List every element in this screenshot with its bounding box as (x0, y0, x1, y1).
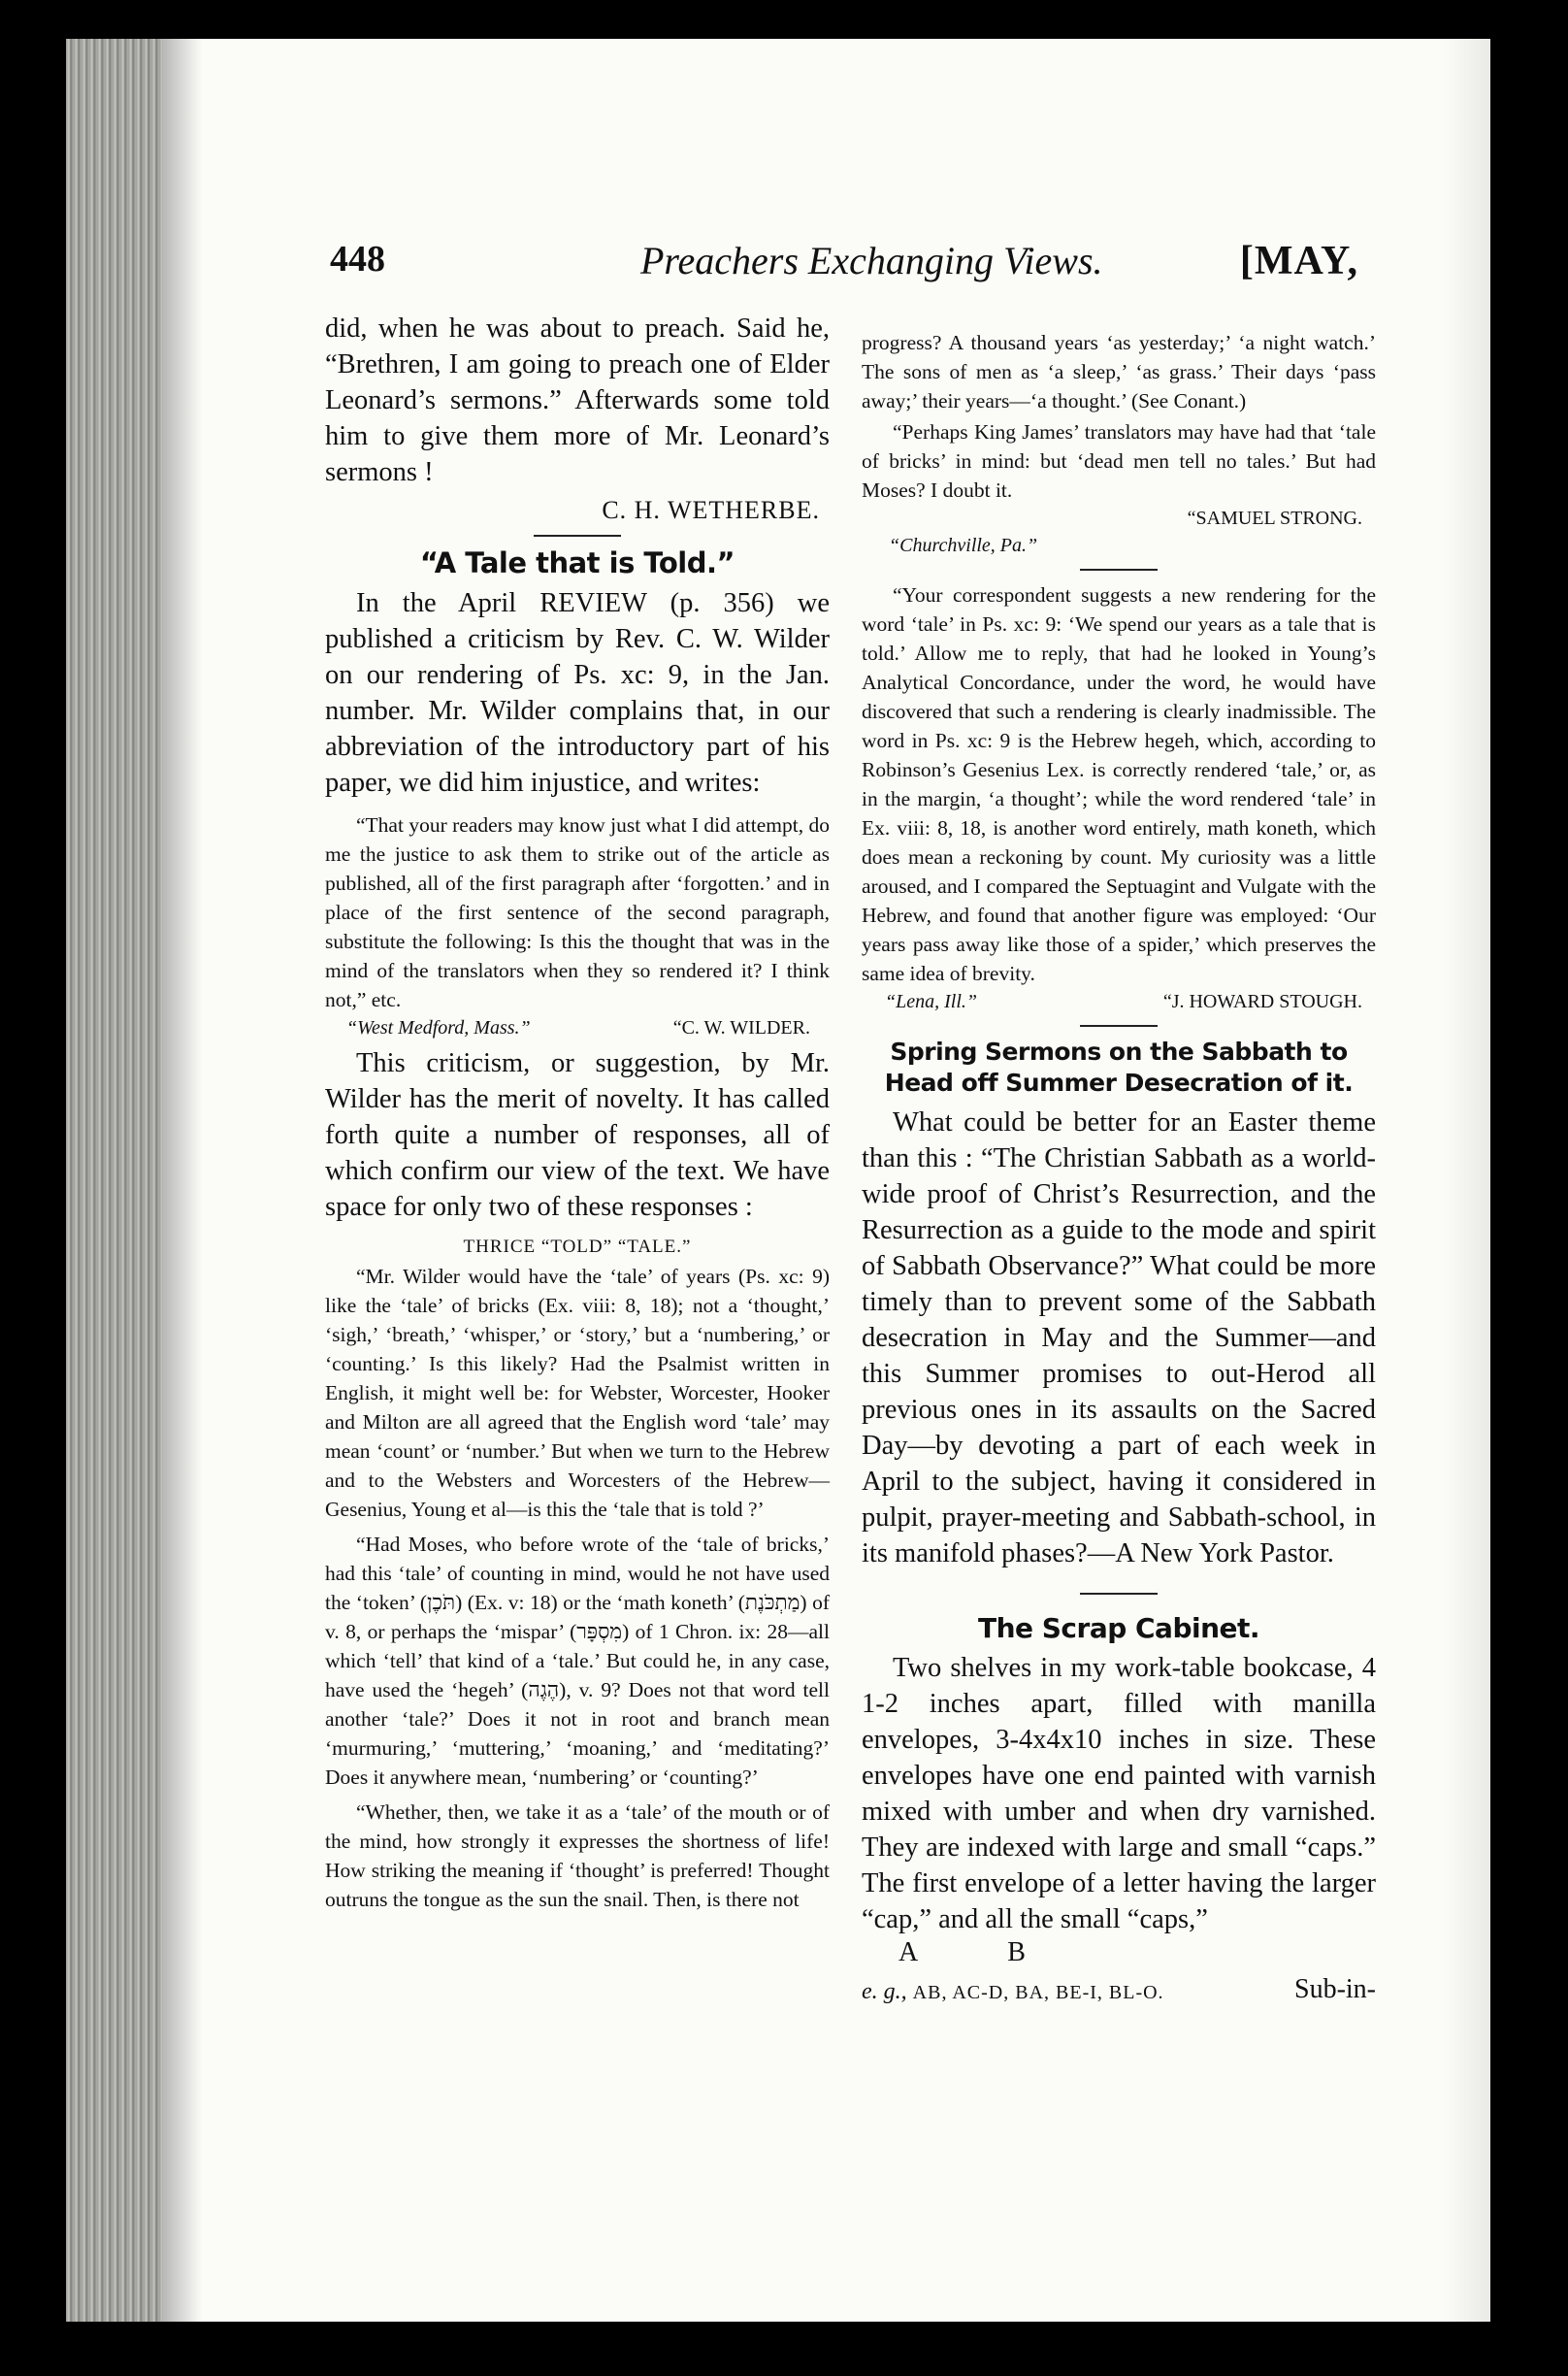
page-edge (1444, 39, 1490, 2322)
strong-location-row (862, 532, 1376, 559)
king-james-paragraph: “Perhaps King James’ translators may have had that ‘tale of bricks’ in mind: but ‘dead men tell no tales.’ But had Moses? I doubt it. (862, 420, 1376, 502)
eg-label: e. g., (862, 1979, 907, 2004)
section-heading-spring-sermons: Spring Sermons on the Sabbath to Head off Summer Desecration of it. (884, 1038, 1354, 1097)
letter-a: A (898, 1937, 919, 1967)
wilder-location: “West Medford, Mass.” (346, 1017, 531, 1039)
signature-wetherbe: C. H. WETHERBE. (602, 496, 820, 524)
header-month: [MAY, (1239, 239, 1358, 283)
strong-location: “Churchville, Pa.” (889, 535, 1038, 556)
book-binding (66, 39, 163, 2322)
page-header (330, 238, 1358, 315)
divider (1080, 1593, 1158, 1595)
facing-page-edge (1519, 39, 1540, 2322)
response-whether: “Whether, then, we take it as a ‘tale’ of the mouth or of the mind, how strongly it expresses the shortness of life! How striking the meaning if ‘thought’ is preferred! Thought outruns the tongue as the sun the snail. Then, is there not (325, 1800, 830, 1911)
stough-location: “Lena, Ill.” (885, 991, 978, 1012)
intro-paragraph: In the April REVIEW (p. 356) we published a criticism by Rev. C. W. Wilder on our rendering of Ps. xc: 9, in the Jan. number. Mr. Wilder complains that, in our abbreviation of the introductory part of his paper, we did him injustice, and writes: (325, 588, 830, 798)
section-heading-scrap-cabinet: The Scrap Cabinet. (977, 1612, 1260, 1644)
example-letters (898, 1937, 1376, 1968)
strong-signature-row (862, 505, 1376, 532)
stough-signature-row (862, 988, 1376, 1015)
stough-paragraph: “Your correspondent suggests a new rendering for the word ‘tale’ in Ps. xc: 9: ‘We spend our years as a tale that is told.’ Allow me to reply, that had he looked in Young’s Analytical Concordance, under the word, he would have discovered that such a rendering is clearly inadmissible. The word in Ps. xc: 9 is the Hebrew hegeh, which, according to Robinson’s Gesenius Lex. is correctly rendered ‘tale,’ or, as in the margin, ‘a thought’; while the word rendered ‘tale’ in Ex. viii: 8, 18, is another word entirely, math koneth, which does mean a reckoning by count. My curiosity was a little aroused, and I compared the Septuagint and Vulgate with the Hebrew, and found that another figure was employed: ‘Our years pass away like those of a spider,’ which preserves the same idea of brevity. (862, 583, 1376, 985)
divider (1080, 569, 1158, 571)
stough-signature: “J. HOWARD STOUGH. (1162, 991, 1362, 1012)
letter-b: B (1007, 1937, 1026, 1967)
divider (1080, 1025, 1158, 1027)
example-list: AB, AC-D, BA, BE-I, BL-O. (912, 1982, 1164, 2003)
wilder-quote: “That your readers may know just what I did attempt, do me the justice to ask them to strike out of the article as published, all of the first paragraph after ‘forgotten.’ and in place of the first sentence of the second paragraph, substitute the following: Is this the thought that was in the mind of the translators when they so rendered it? I think not,” etc. (325, 813, 830, 1011)
example-row (862, 1974, 1376, 2005)
scrap-cabinet-paragraph: Two shelves in my work-table bookcase, 4 1-2 inches apart, filled with manilla envelopes, 3-4x4x10 inches in size. These envelopes have one end painted with varnish mixed with umber and when dry varnished. They are indexed with large and small “caps.” The first envelope of a letter having the larger “cap,” and all the small “caps,” (862, 1653, 1376, 1934)
divider (534, 535, 621, 537)
right-column (862, 328, 1376, 2005)
binding-shadow (163, 39, 202, 2322)
response-one: “Mr. Wilder would have the ‘tale’ of years (Ps. xc: 9) like the ‘tale’ of bricks (Ex. viii: 8, 18); not a ‘thought,’ ‘sigh,’ ‘breath,’ ‘whisper,’ or ‘story,’ but a ‘numbering,’ or ‘counting.’ Is this likely? Had the Psalmist written in English, it might well be: for Webster, Worcester, Hooker and Milton are all agreed that the English word ‘tale’ may mean ‘count’ or ‘number.’ But when we turn to the Hebrew and to the Websters and Worcesters of the Hebrew—Gesenius, Young et al—is this the ‘tale that is told ?’ (325, 1265, 830, 1521)
left-column (325, 311, 830, 1914)
section-heading-tale: “A Tale that is Told.” (419, 546, 735, 579)
wilder-signature-row (325, 1014, 830, 1041)
criticism-paragraph: This criticism, or suggestion, by Mr. Wilder has the merit of novelty. It has called forth quite a number of responses, all of which confirm our view of the text. We have space for only two of these responses : (325, 1048, 830, 1222)
subin-text: Sub-in- (1294, 1974, 1376, 2004)
progress-paragraph: progress? A thousand years ‘as yesterday;’ ‘a night watch.’ The sons of men as ‘a sleep,’ ‘as grass.’ Their days ‘pass away;’ their years—‘a thought.’ (See Conant.) (862, 331, 1376, 412)
spring-sermons-paragraph: What could be better for an Easter theme than this : “The Christian Sabbath as a world-wide proof of Christ’s Resurrection, and the Resurrection as a guide to the mode and spirit of Sabbath Observance?” What could be more timely than to prevent some of the Sabbath desecration in May and the Summer—and this Summer promises to out-Herod all previous ones in its assaults on the Sacred Day—by devoting a part of each week in April to the subject, having it considered in pulpit, prayer-meeting and Sabbath-school, in its manifold phases?—A New York Pastor. (862, 1107, 1376, 1568)
closing-paragraph: did, when he was about to preach. Said he, “Brethren, I am going to preach one of Elder Leonard’s sermons.” Afterwards some told him to give them more of Mr. Leonard’s sermons ! (325, 314, 830, 487)
running-title: Preachers Exchanging Views. (640, 239, 1103, 282)
response-moses: “Had Moses, who before wrote of the ‘tale of bricks,’ had this ‘tale’ of counting in mind, would he not have used the ‘token’ (תֹּכֶן) (Ex. v: 18) or the ‘math koneth’ (מַתְכֹּנֶת) of v. 8, or perhaps the ‘mispar’ (מִסְפָּר) of 1 Chron. ix: 28—all which ‘tell’ that kind of a ‘tale.’ But could he, in any case, have used the ‘hegeh’ (הֶגֶה), v. 9? Does not that word tell another ‘tale?’ Does it not in root and branch mean ‘murmuring,’ ‘muttering,’ ‘moaning,’ and ‘meditating?’ Does it anywhere mean, ‘numbering’ or ‘counting?’ (325, 1533, 830, 1789)
responses-subhead: THRICE “TOLD” “TALE.” (463, 1237, 692, 1257)
wilder-signature: “C. W. WILDER. (672, 1017, 810, 1039)
page-number: 448 (330, 239, 385, 280)
example-label (862, 1979, 1164, 2005)
strong-signature: “SAMUEL STRONG. (1187, 508, 1362, 529)
